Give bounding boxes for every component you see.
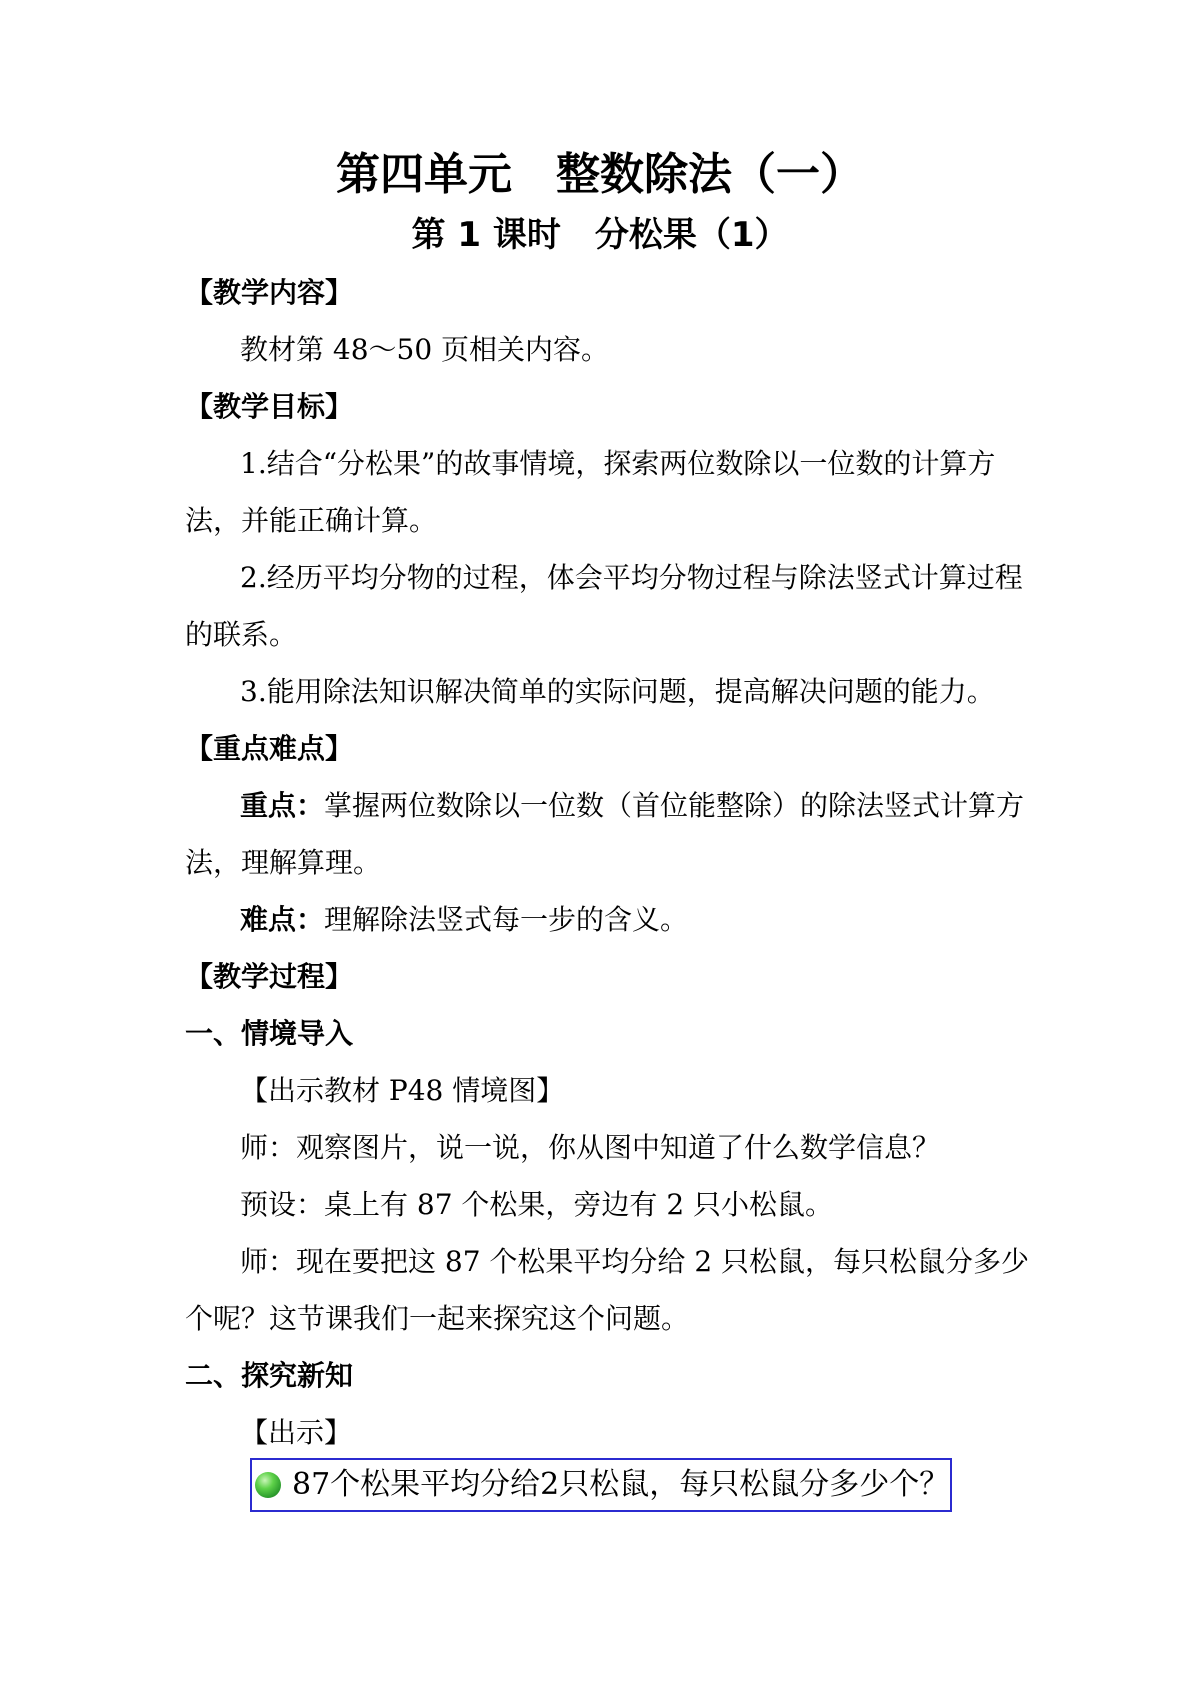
key-point-line — [0, 777, 1200, 834]
problem-text: 87个松果平均分给2只松鼠，每只松鼠分多少个？ — [292, 1467, 950, 1502]
green-ball-icon — [255, 1472, 281, 1498]
goal-line: 的联系。 — [185, 618, 298, 651]
goal-line: 1.结合“分松果”的故事情境，探索两位数除以一位数的计算方 — [240, 447, 996, 480]
goal-line: 法，并能正确计算。 — [185, 504, 438, 537]
key-point-text: 掌握两位数除以一位数（首位能整除）的除法竖式计算方 — [324, 789, 1025, 822]
difficulty-text: 理解除法竖式每一步的含义。 — [324, 903, 689, 936]
lesson-subtitle: 第 1 课时 分松果（1） — [411, 215, 789, 255]
key-point-line: 法，理解算理。 — [185, 846, 382, 879]
process-line: 师：现在要把这 87 个松果平均分给 2 只松鼠，每只松鼠分多少 — [240, 1245, 1030, 1278]
section-heading-process: 【教学过程】 — [185, 960, 354, 993]
section-heading-goals: 【教学目标】 — [185, 390, 354, 423]
part-heading-intro: 一、情境导入 — [185, 1017, 354, 1050]
content-text: 教材第 48～50 页相关内容。 — [240, 333, 610, 366]
section-heading-key-points: 【重点难点】 — [185, 732, 354, 765]
part-heading-explore: 二、探究新知 — [185, 1359, 354, 1392]
document-body — [0, 264, 1200, 1461]
problem-box — [250, 1458, 952, 1512]
goal-line: 3.能用除法知识解决简单的实际问题，提高解决问题的能力。 — [240, 675, 995, 708]
process-line: 师：观察图片，说一说，你从图中知道了什么数学信息？ — [240, 1131, 941, 1164]
goal-line: 2.经历平均分物的过程，体会平均分物过程与除法竖式计算过程 — [240, 561, 1023, 594]
difficulty-label: 难点： — [240, 903, 325, 936]
difficulty-line — [0, 891, 1200, 948]
process-line: 预设：桌上有 87 个松果，旁边有 2 只小松鼠。 — [240, 1188, 834, 1221]
process-line: 个呢？这节课我们一起来探究这个问题。 — [185, 1302, 690, 1335]
process-line: 【出示教材 P48 情境图】 — [240, 1074, 565, 1107]
section-heading-content: 【教学内容】 — [185, 276, 354, 309]
page-title: 第四单元 整数除法（一） — [336, 149, 864, 200]
key-point-label: 重点： — [240, 789, 325, 822]
show-label: 【出示】 — [240, 1416, 353, 1449]
